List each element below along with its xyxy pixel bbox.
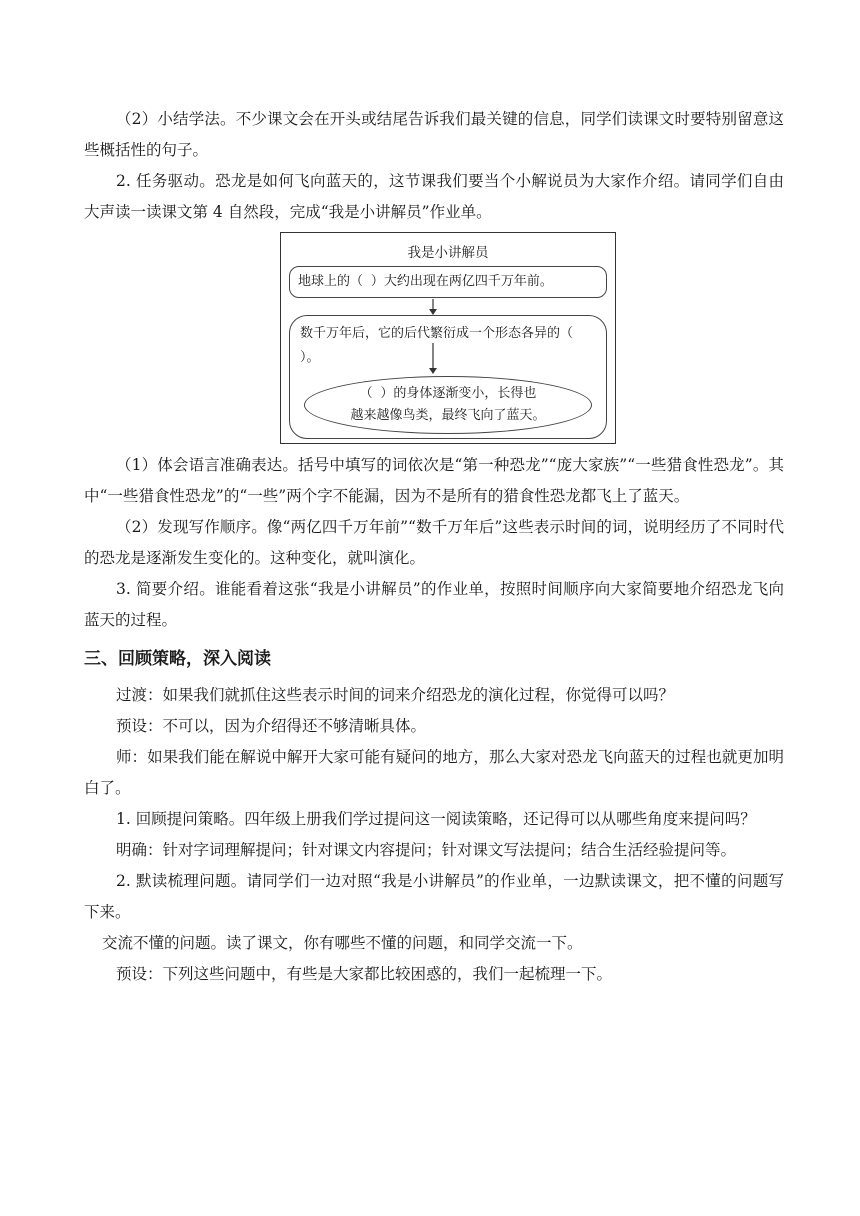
paragraph-teacher: 师：如果我们能在解说中解开大家可能有疑问的地方，那么大家对恐龙飞向蓝天的过程也就更加明白了。 [84, 748, 784, 797]
paragraph-preset-2: 预设：下列这些问题中，有些是大家都比较困惑的，我们一起梳理一下。 [116, 965, 613, 983]
paragraph-preset-1: 预设：不可以，因为介绍得还不够清晰具体。 [116, 717, 427, 735]
paragraph-writing-order: （2）发现写作顺序。像“两亿四千万年前”“数千万年后”这些表示时间的词，说明经历了不同时代的恐龙是逐渐发生变化的。这种变化，就叫演化。 [84, 518, 784, 567]
document-body [84, 104, 784, 990]
worksheet-oval-line1: （ ）的身体逐渐变小，长得也 [359, 386, 537, 401]
paragraph-language-precision: （1）体会语言准确表达。括号中填写的词依次是“第一种恐龙”“庞大家族”“一些猎食性恐龙”。其中“一些猎食性恐龙”的“一些”两个字不能漏，因为不是所有的猎食性恐龙都飞上了蓝天。 [84, 456, 784, 505]
paragraph-task-drive: 2. 任务驱动。恐龙是如何飞向蓝天的，这节课我们要当个小解说员为大家作介绍。请同学们自由大声读一读课文第 4 自然段，完成“我是小讲解员”作业单。 [84, 172, 784, 221]
paragraph-clarify: 明确：针对字词理解提问；针对课文内容提问；针对课文写法提问；结合生活经验提问等。 [116, 841, 737, 859]
worksheet-oval-line2: 越来越像鸟类，最终飞向了蓝天。 [350, 408, 546, 423]
section-heading: 三、回顾策略，深入阅读 [84, 649, 271, 669]
worksheet-title: 我是小讲解员 [407, 245, 489, 261]
worksheet-figure [280, 232, 616, 444]
arrow-down-icon [429, 343, 437, 374]
worksheet-figure-wrap [84, 232, 784, 446]
worksheet-box-first-dinosaur: 地球上的（ ）大约出现在两亿四千万年前。 [289, 266, 607, 298]
worksheet-arrows [281, 233, 617, 445]
paragraph-silent-reading: 2. 默读梳理问题。请同学们一边对照“我是小讲解员”的作业单，一边默读课文，把不懂的问题写下来。 [84, 872, 784, 921]
paragraph-summary-method: （2）小结学法。不少课文会在开头或结尾告诉我们最关键的信息，同学们读课文时要特别留意这些概括性的句子。 [84, 110, 784, 159]
worksheet-box-family-text: 数千万年后，它的后代繁衍成一个形态各异的（ ）。 [300, 326, 574, 365]
paragraph-exchange: 交流不懂的问题。读了课文，你有哪些不懂的问题，和同学交流一下。 [102, 934, 583, 952]
paragraph-review-strategy: 1. 回顾提问策略。四年级上册我们学过提问这一阅读策略，还记得可以从哪些角度来提问吗？ [116, 810, 756, 828]
arrow-down-icon [429, 299, 437, 315]
paragraph-brief-intro: 3. 简要介绍。谁能看着这张“我是小讲解员”的作业单，按照时间顺序向大家简要地介绍恐龙飞向蓝天的过程。 [84, 580, 784, 629]
paragraph-transition: 过渡：如果我们就抓住这些表示时间的词来介绍恐龙的演化过程，你觉得可以吗？ [116, 686, 675, 704]
